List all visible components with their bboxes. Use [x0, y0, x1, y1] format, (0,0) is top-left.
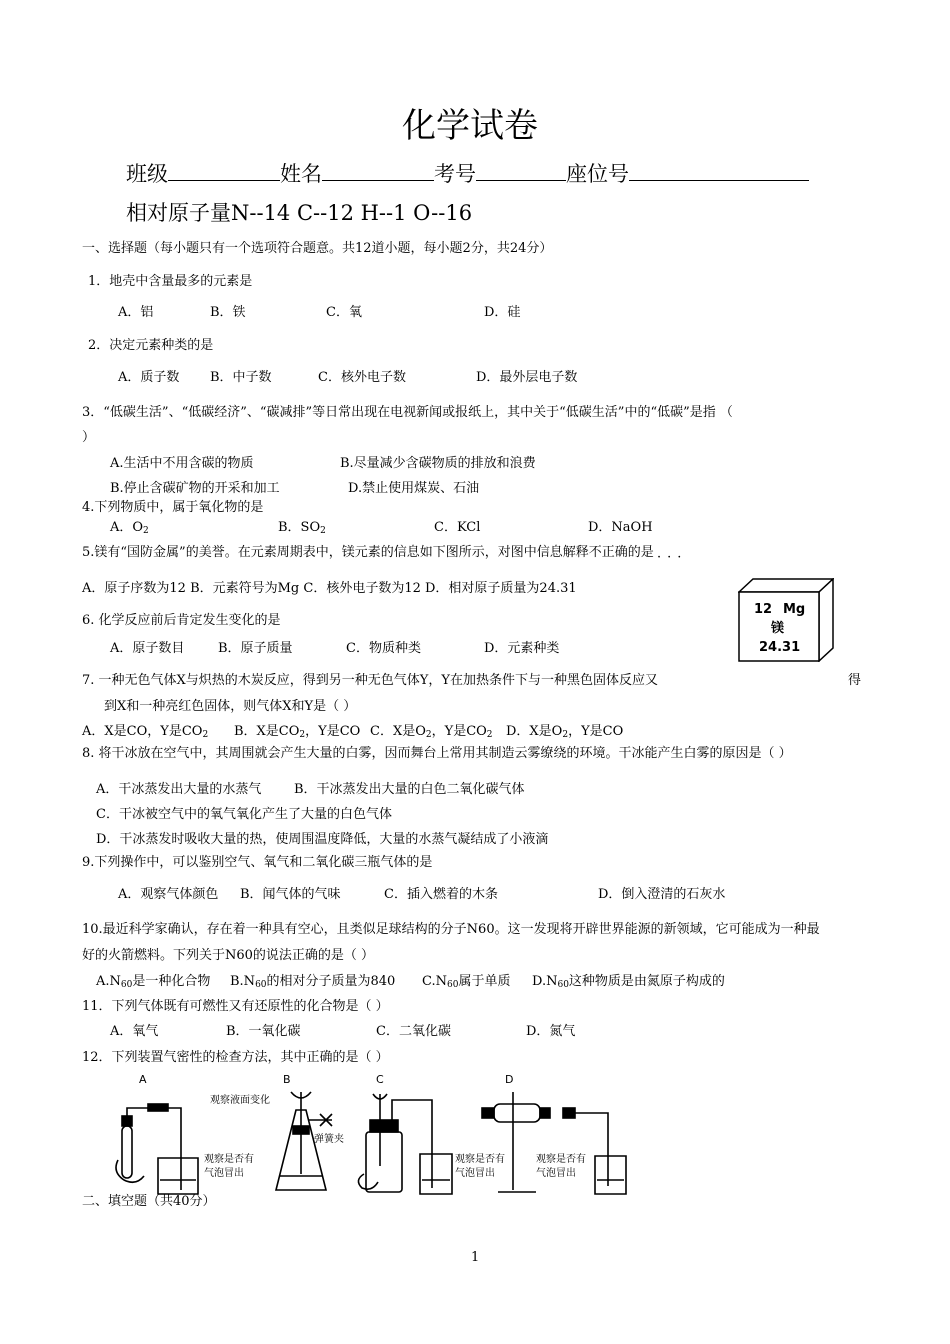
note-bubble-c-2: 气泡冒出 [455, 1168, 495, 1179]
q4-option-d[interactable]: D．NaOH [588, 520, 653, 535]
note-bubble-d-2: 气泡冒出 [536, 1168, 576, 1179]
beaker-c [420, 1154, 452, 1194]
q10-stem: 10.最近科学家确认，存在着一种具有空心，且类似足球结构的分子N60。这一发现将开辟世界能源的新领域，它可能成为一种最 [82, 922, 820, 937]
q1-option-a[interactable]: A．铝 [118, 305, 154, 320]
q8-option-d[interactable]: D．干冰蒸发时吸收大量的热，使周围温度降低，大量的水蒸气凝结成了小液滴 [96, 832, 549, 847]
section2-heading: 二、填空题（共40分） [82, 1194, 216, 1209]
name-blank[interactable] [322, 160, 434, 181]
label-d: D [505, 1073, 514, 1086]
q10-option-a[interactable]: $A.N_{60}$是一种化合物 [96, 974, 211, 990]
q6-option-d[interactable]: D．元素种类 [484, 641, 560, 656]
q3-option-c[interactable]: B.停止含碳矿物的开采和加工 [110, 481, 280, 496]
q12-stem: 12．下列装置气密性的检查方法，其中正确的是（ ） [82, 1050, 389, 1065]
test-tube-a [122, 1126, 132, 1178]
q7-option-c[interactable]: C．X是$O_2$，Y是$CO_2$ [370, 724, 493, 740]
q5-stem: 5.镁有“国防金属”的美誉。在元素周期表中，镁元素的信息如下图所示，对图中信息解释不正确的是 [82, 545, 654, 560]
q10-option-b[interactable]: $B.N_{60}$的相对分子质量为840 [230, 974, 396, 990]
class-blank[interactable] [168, 160, 280, 181]
q9-stem: 9.下列操作中，可以鉴别空气、氧气和二氧化碳三瓶气体的是 [82, 855, 433, 870]
q9-option-b[interactable]: B．闻气体的气味 [240, 887, 341, 902]
q8-stem: 8. 将干冰放在空气中，其周围就会产生大量的白雾，因而舞台上常用其制造云雾缭绕的环境。干冰能产生白雾的原因是（ ） [82, 746, 792, 761]
name-label: 姓名 [280, 162, 322, 186]
class-label: 班级 [126, 162, 168, 186]
q10-option-d[interactable]: $D.N_{60}$这种物质是由氮原子构成的 [532, 974, 725, 990]
note-bubble-d-1: 观察是否有 [536, 1154, 586, 1165]
q11-option-d[interactable]: D．氮气 [526, 1024, 576, 1039]
section1-heading: 一、选择题（每小题只有一个选项符合题意。共12道小题，每小题2分，共24分） [82, 241, 553, 256]
note-bubble-c-1: 观察是否有 [455, 1154, 505, 1165]
tile-name: 镁 [771, 621, 785, 636]
q4-option-b[interactable]: B．$SO_2$ [278, 520, 326, 536]
q11-option-a[interactable]: A．氧气 [110, 1024, 159, 1039]
label-c: C [376, 1073, 384, 1086]
q7-option-d[interactable]: D．X是$O_2$，Y是CO [506, 724, 624, 740]
q1-option-c[interactable]: C．氧 [326, 305, 362, 320]
exam-no-label: 考号 [434, 162, 476, 186]
q3-option-d[interactable]: D.禁止使用煤炭、石油 [348, 481, 480, 496]
q6-stem: 6. 化学反应前后肯定发生变化的是 [82, 613, 281, 628]
q11-option-b[interactable]: B．一氧化碳 [226, 1024, 301, 1039]
beaker-d [595, 1156, 626, 1194]
q6-option-b[interactable]: B．原子质量 [218, 641, 293, 656]
q11-option-c[interactable]: C．二氧化碳 [376, 1024, 451, 1039]
page-title: 化学试卷 [402, 106, 538, 146]
tile-number: 12 [754, 602, 773, 617]
q8-option-a[interactable]: A．干冰蒸发出大量的水蒸气 [96, 782, 262, 797]
q10-stem-cont: 好的火箭燃料。下列关于N60的说法正确的是（ ） [82, 948, 375, 963]
q1-stem: 1．地壳中含量最多的元素是 [88, 274, 253, 289]
q7-stem-end: 得 [848, 673, 862, 688]
label-a: A [139, 1073, 147, 1086]
q4-option-c[interactable]: C．KCl [434, 520, 481, 535]
bottle-c [366, 1132, 402, 1192]
q11-stem: 11．下列气体既有可燃性又有还原性的化合物是（ ） [82, 999, 389, 1014]
atomic-masses: 相对原子量N--14 C--12 H--1 O--16 [126, 201, 473, 225]
q2-stem: 2．决定元素种类的是 [88, 338, 214, 353]
q9-option-c[interactable]: C．插入燃着的木条 [384, 887, 498, 902]
q1-option-d[interactable]: D．硅 [484, 305, 521, 320]
q7-stem: 7. 一种无色气体X与炽热的木炭反应，得到另一种无色气体Y，Y在加热条件下与一种黑色固体反应又 [82, 673, 658, 688]
q2-option-d[interactable]: D．最外层电子数 [476, 370, 578, 385]
student-info-line [126, 158, 809, 188]
tile-symbol: Mg [783, 602, 806, 617]
note-spring-clip: 弹簧夹 [314, 1134, 344, 1145]
q8-option-b[interactable]: B．干冰蒸发出大量的白色二氧化碳气体 [294, 782, 525, 797]
q8-option-c[interactable]: C．干冰被空气中的氧气氧化产生了大量的白色气体 [96, 807, 392, 822]
emphasis-dots: ··· [657, 550, 688, 565]
q7-stem-cont: 到X和一种亮红色固体，则气体X和Y是（ ） [104, 699, 357, 714]
beaker-a [158, 1158, 198, 1194]
q3-option-b[interactable]: B.尽量减少含碳物质的排放和浪费 [340, 456, 536, 471]
q6-option-a[interactable]: A．原子数目 [110, 641, 185, 656]
q4-option-a[interactable]: A．$O_2$ [110, 520, 149, 536]
magnesium-element-tile [738, 578, 834, 662]
note-observe-level: 观察液面变化 [210, 1095, 270, 1106]
label-b: B [283, 1073, 291, 1086]
q7-option-a[interactable]: A．X是CO，Y是$CO_2$ [82, 724, 209, 740]
page-number: 1 [471, 1250, 480, 1265]
apparatus-figure [108, 1070, 638, 1200]
q9-option-a[interactable]: A．观察气体颜色 [118, 887, 219, 902]
q3-stem: 3．“低碳生活”、“低碳经济”、“碳减排”等日常出现在电视新闻或报纸上，其中关于“低碳生活”中的“低碳”是指 （ [82, 405, 733, 420]
seat-blank[interactable] [629, 160, 809, 181]
q3-stem-cont: ） [82, 430, 96, 445]
q3-option-a[interactable]: A.生活中不用含碳的物质 [110, 456, 254, 471]
q6-option-c[interactable]: C．物质种类 [346, 641, 421, 656]
note-bubble-a-2: 气泡冒出 [204, 1168, 244, 1179]
q9-option-d[interactable]: D．倒入澄清的石灰水 [598, 887, 726, 902]
exam-no-blank[interactable] [476, 160, 566, 181]
q4-stem: 4.下列物质中，属于氧化物的是 [82, 500, 264, 515]
q7-option-b[interactable]: B．X是$CO_2$，Y是CO [234, 724, 361, 740]
q2-option-a[interactable]: A．质子数 [118, 370, 180, 385]
q1-option-b[interactable]: B．铁 [210, 305, 246, 320]
q5-options[interactable]: A．原子序数为12 B．元素符号为Mg C．核外电子数为12 D．相对原子质量为24.31 [82, 581, 577, 596]
tile-mass: 24.31 [759, 640, 801, 655]
q2-option-c[interactable]: C．核外电子数 [318, 370, 406, 385]
q2-option-b[interactable]: B．中子数 [210, 370, 272, 385]
q10-option-c[interactable]: $C.N_{60}$属于单质 [422, 974, 511, 990]
note-bubble-a-1: 观察是否有 [204, 1154, 254, 1165]
seat-label: 座位号 [566, 162, 629, 186]
